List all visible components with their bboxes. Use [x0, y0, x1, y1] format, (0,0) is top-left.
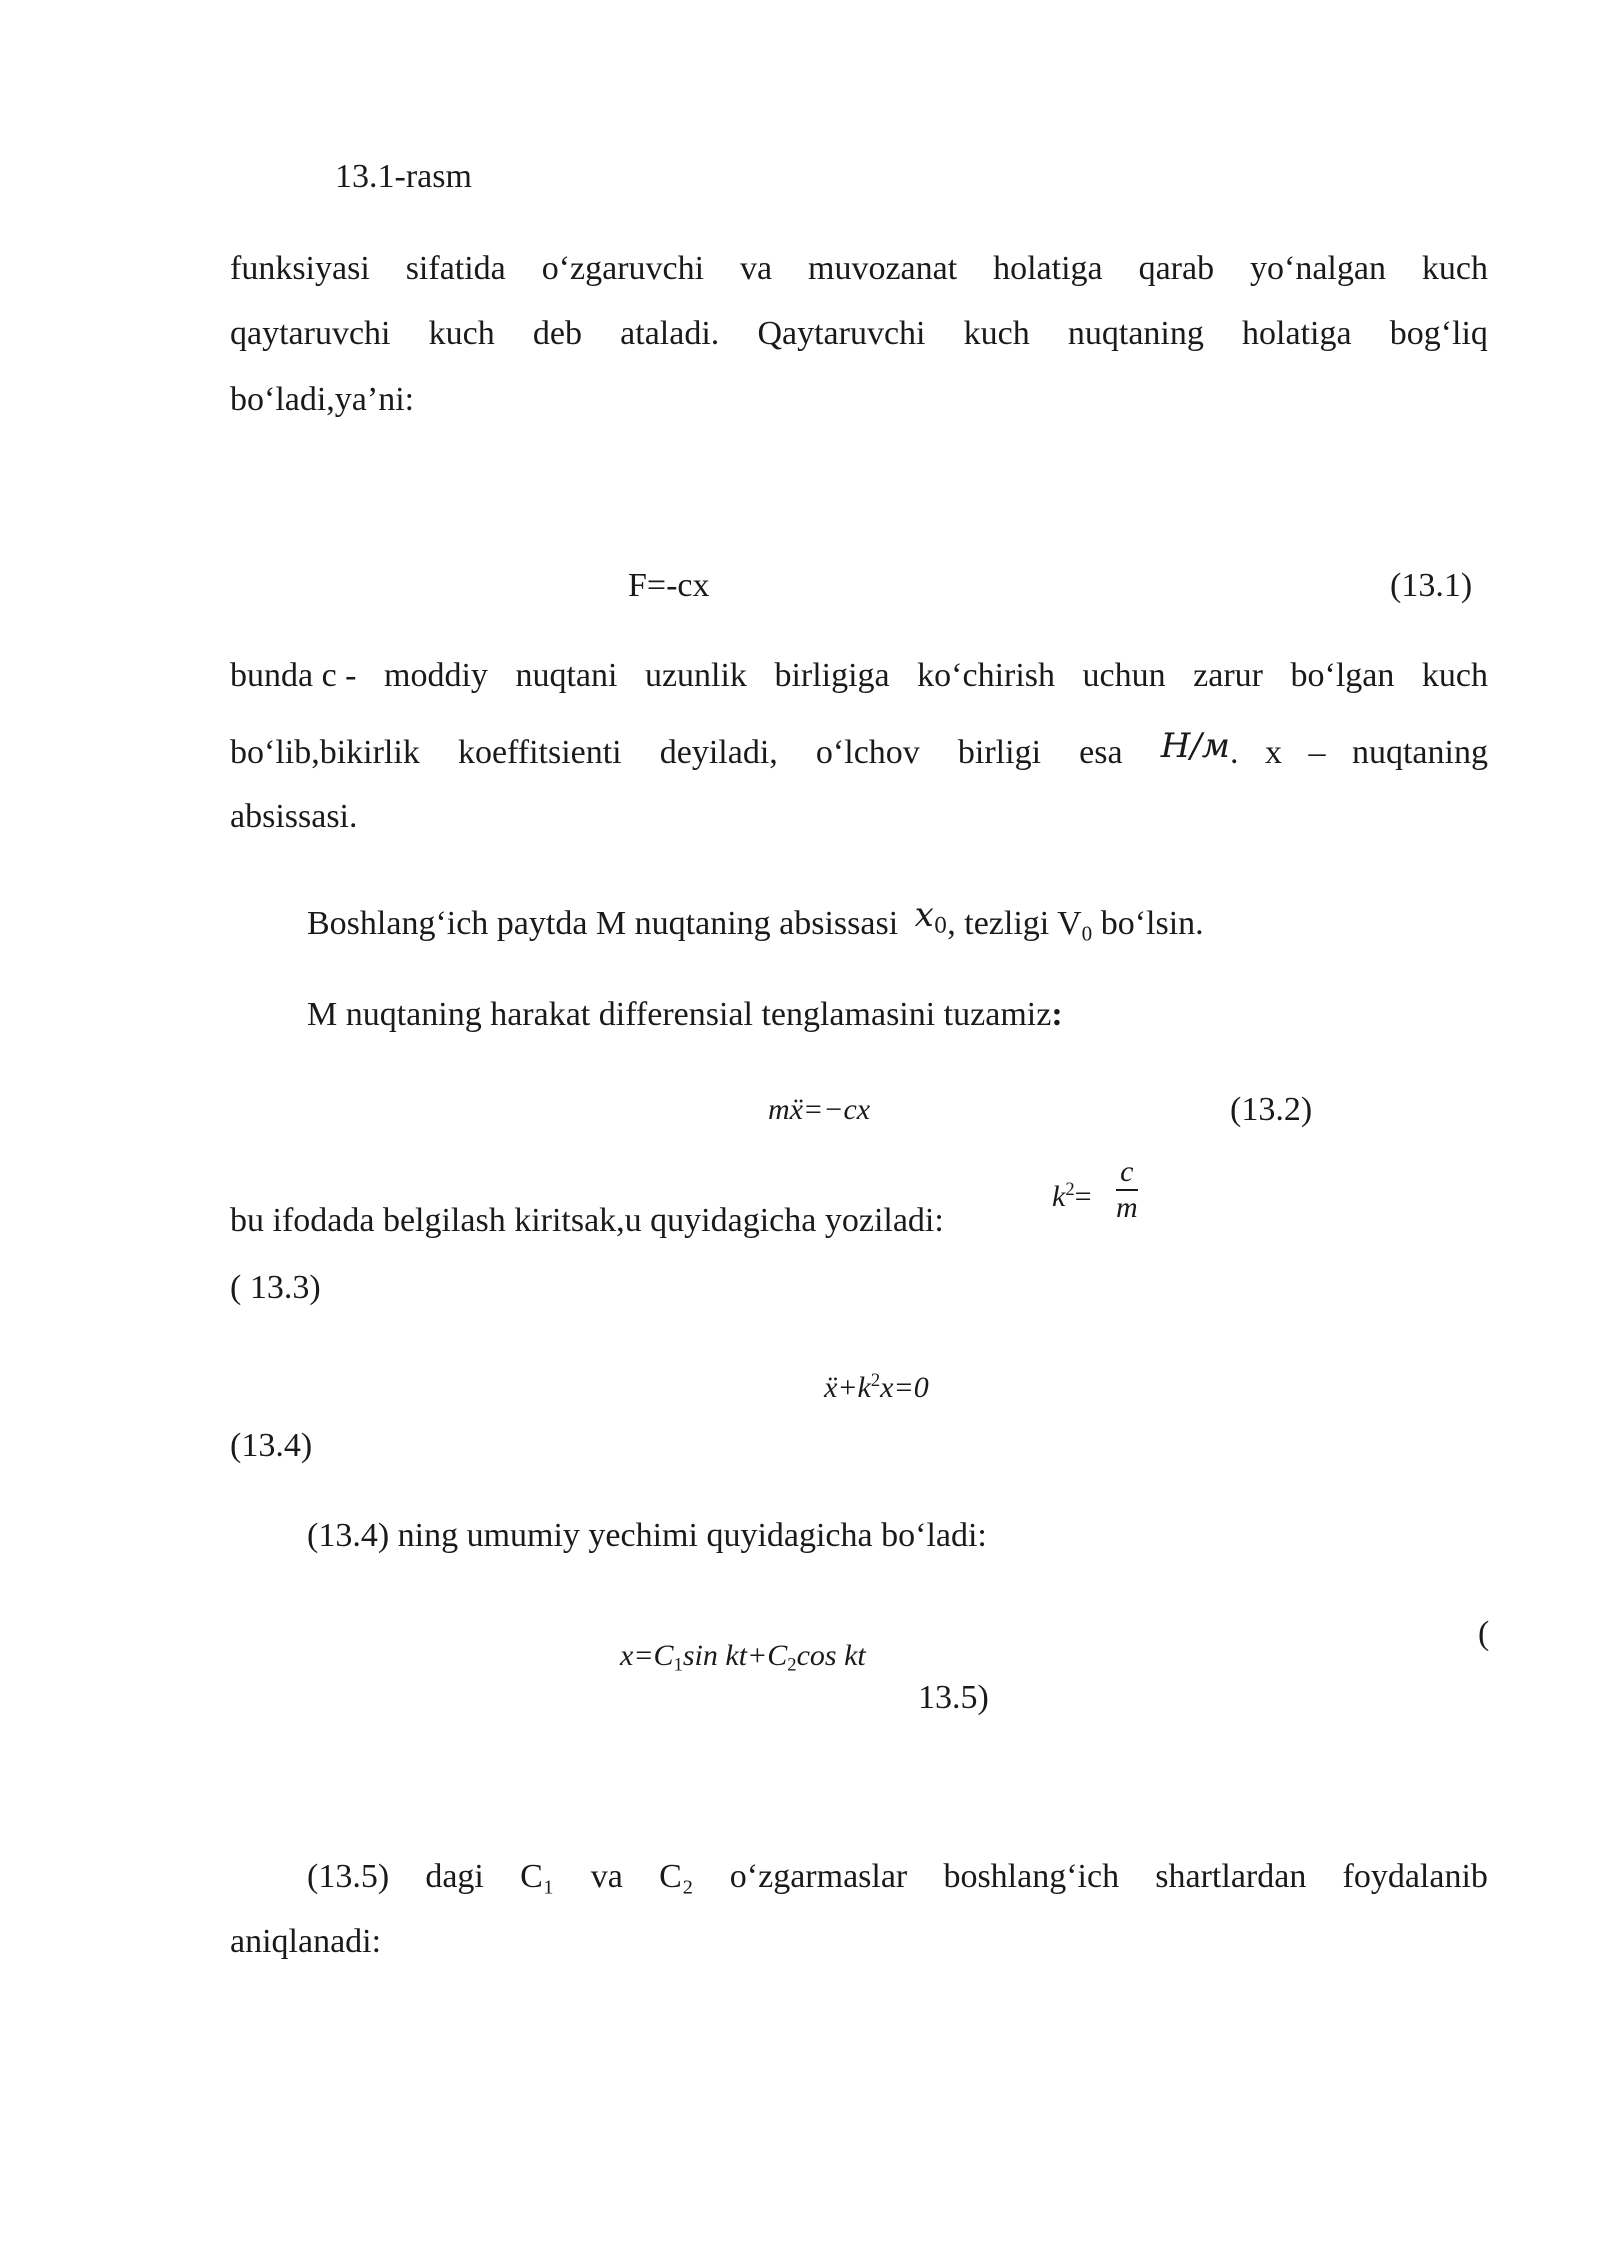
word: bunda c -: [230, 657, 357, 694]
word: muvozanat: [808, 250, 958, 287]
word: uchun: [1082, 657, 1166, 694]
word: ko‘chirish: [917, 657, 1056, 694]
word: Qaytaruvchi: [757, 315, 926, 352]
equation-13-1: F=-cx: [628, 567, 710, 604]
word: kuch: [1421, 250, 1488, 287]
para1-line2: [230, 314, 1488, 354]
equation-13-3-number: ( 13.3): [230, 1269, 321, 1306]
equation-13-1-number: (13.1): [1390, 567, 1473, 604]
para2-word: bo‘lib,bikirlik: [230, 734, 420, 771]
word: kuch: [1421, 657, 1488, 694]
unit-h-per-m: [1160, 726, 1488, 771]
word: funksiyasi: [230, 250, 370, 287]
equation-13-5-number: 13.5): [918, 1679, 989, 1716]
para4: [307, 995, 1063, 1035]
para7-word: C₂: [659, 1858, 694, 1895]
k-exponent: 2: [1065, 1179, 1075, 1200]
para6: (13.4) ning umumiy yechimi quyidagicha bo‘ladi:: [307, 1517, 987, 1554]
word: qarab: [1138, 250, 1215, 287]
word: ataladi.: [620, 315, 720, 352]
word: bog‘liq: [1389, 315, 1488, 352]
word: uzunlik: [644, 657, 747, 694]
word: moddiy: [384, 657, 488, 694]
equation-13-5-number-open: (: [1478, 1615, 1490, 1652]
unit-text: H/м: [1160, 726, 1230, 766]
eq135-p1: x=C: [620, 1639, 674, 1672]
para7-word: shartlardan: [1155, 1858, 1307, 1895]
para3-text-a: Boshlang‘ich paytda M nuqtaning absissasi: [307, 905, 899, 942]
equation-13-5: [620, 1636, 866, 1686]
para1-line1: [230, 249, 1488, 289]
k-var: k: [1052, 1180, 1066, 1214]
x0-var: x: [914, 895, 934, 935]
para7-word: foydalanib: [1342, 1858, 1488, 1895]
word: nuqtaning: [1067, 315, 1204, 352]
k-squared-definition: [1052, 1170, 1092, 1217]
word: bo‘lgan: [1290, 657, 1395, 694]
fraction-c-over-m: [1116, 1155, 1138, 1225]
para7-word: dagi: [425, 1858, 484, 1895]
eq134-a: ẍ+k: [824, 1371, 871, 1405]
eq135-p2: sin kt+C: [682, 1639, 788, 1672]
x0-symbol: [914, 895, 948, 938]
word: va: [740, 250, 773, 287]
para2-word: koeffitsienti: [457, 734, 622, 771]
fraction-numerator: c: [1116, 1155, 1137, 1191]
para2-word: o‘lchov: [815, 734, 920, 771]
para7-word: boshlang‘ich: [943, 1858, 1120, 1895]
word: yo‘nalgan: [1250, 250, 1386, 287]
unit-end-text: . x – nuqtaning: [1229, 734, 1488, 771]
word: o‘zgaruvchi: [541, 250, 705, 287]
word: qaytaruvchi: [230, 315, 391, 352]
x0-subscript: 0: [933, 912, 948, 938]
word: birligiga: [774, 657, 890, 694]
word: kuch: [963, 315, 1030, 352]
para2-line1: [230, 656, 1488, 696]
para5-text: bu ifodada belgilash kiritsak,u quyidagicha yoziladi:: [230, 1202, 944, 1239]
word: holatiga: [1242, 315, 1352, 352]
equals-sign: =: [1074, 1180, 1092, 1214]
para2-line2: [230, 726, 1488, 773]
para7-word: o‘zgarmaslar: [729, 1858, 908, 1895]
eq134-exponent: 2: [870, 1370, 881, 1391]
para3-text-c: bo‘lsin.: [1092, 905, 1204, 942]
para3: [307, 895, 1204, 953]
para4-text: M nuqtaning harakat differensial tenglamasini tuzamiz: [307, 996, 1052, 1033]
word: zarur: [1193, 657, 1263, 694]
figure-caption: 13.1-rasm: [335, 158, 472, 195]
equation-13-2: mẍ=−cx: [768, 1093, 871, 1126]
equation-13-2-number: (13.2): [1230, 1091, 1313, 1128]
equation-13-4-number: (13.4): [230, 1427, 313, 1464]
word: kuch: [428, 315, 495, 352]
eq135-p3: cos kt: [796, 1639, 866, 1672]
para3-text-b: , tezligi V: [947, 905, 1082, 942]
word: nuqtani: [515, 657, 618, 694]
para1-line3: bo‘ladi,ya’ni:: [230, 381, 415, 418]
equation-13-4: [824, 1361, 929, 1408]
para7-word: C₁: [520, 1858, 555, 1895]
word: sifatida: [405, 250, 506, 287]
para2-word: esa: [1079, 734, 1123, 771]
eq134-b: x=0: [880, 1371, 929, 1405]
para7-line1: [307, 1857, 1488, 1897]
para7-line2: aniqlanadi:: [230, 1923, 382, 1960]
para7-word: (13.5): [307, 1858, 390, 1895]
para4-colon: :: [1051, 996, 1063, 1033]
word: holatiga: [993, 250, 1103, 287]
word: deb: [532, 315, 582, 352]
eq135-sub2: 2: [787, 1654, 797, 1676]
para7-word: va: [590, 1858, 623, 1895]
fraction-denominator: m: [1116, 1191, 1138, 1224]
para2-word: birligi: [957, 734, 1042, 771]
eq135-sub1: 1: [673, 1654, 683, 1676]
para2-word: deyiladi,: [659, 734, 778, 771]
para2-line3: absissasi.: [230, 798, 358, 835]
v0-subscript: 0: [1081, 921, 1093, 946]
